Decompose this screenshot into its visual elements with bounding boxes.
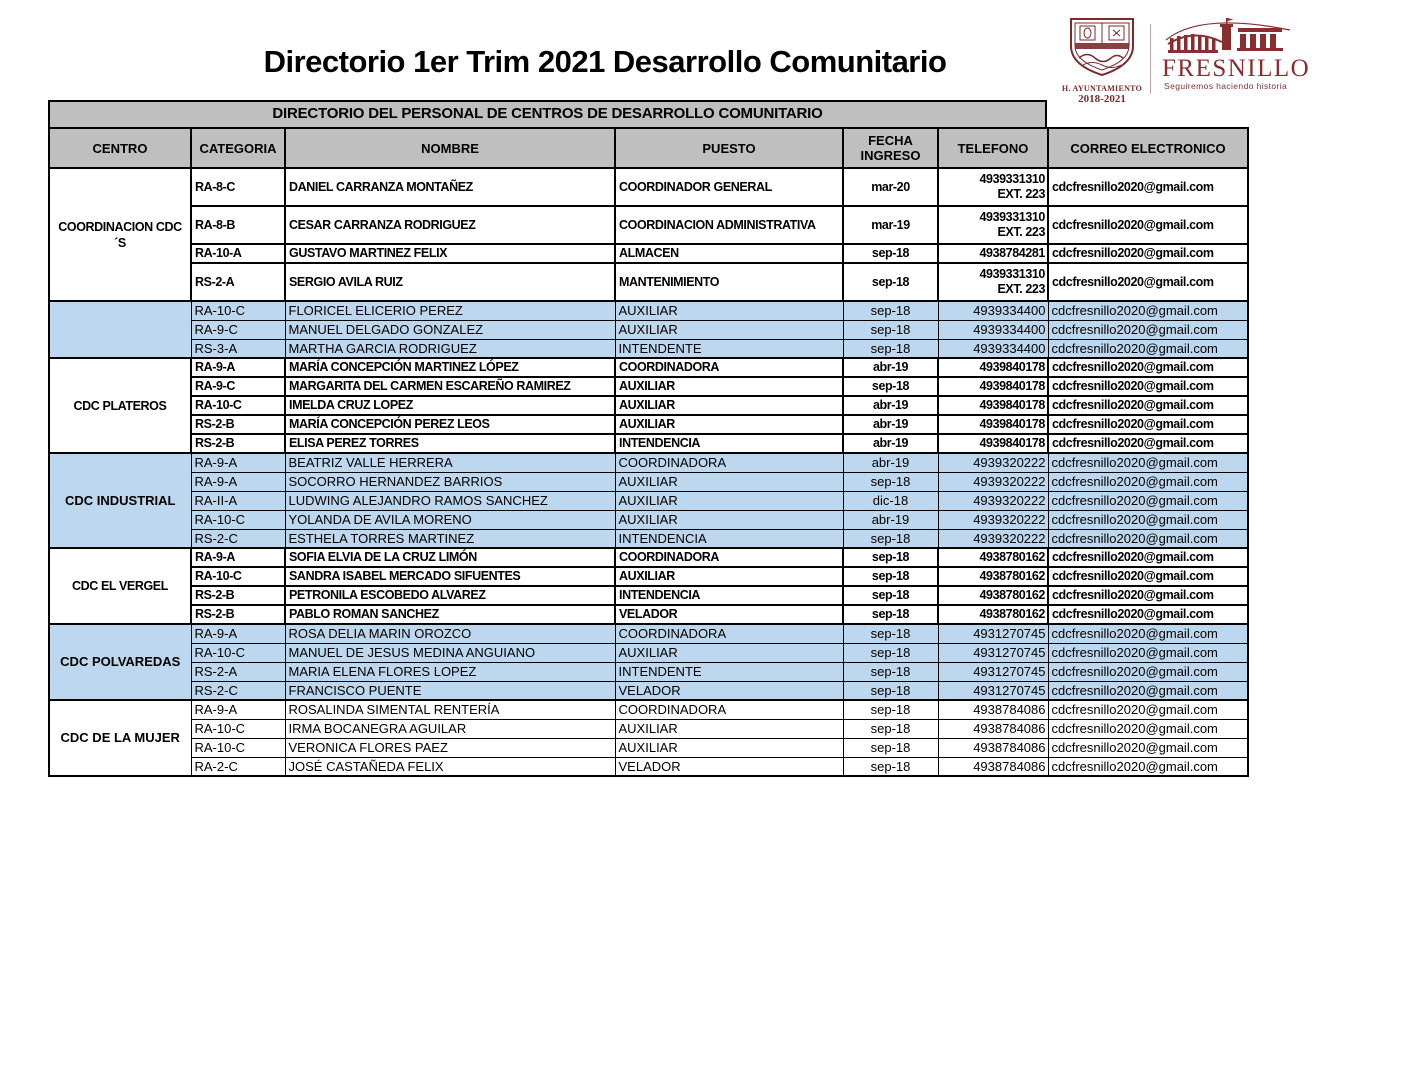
cell-telefono: 4939840178 — [938, 396, 1048, 415]
fresnillo-monument-icon — [1160, 18, 1320, 98]
cell-correo: cdcfresnillo2020@gmail.com — [1048, 206, 1248, 244]
cell-nombre: SERGIO AVILA RUIZ — [285, 263, 615, 301]
cell-telefono: 4939334400 — [938, 339, 1048, 358]
cell-categoria: RA-9-C — [191, 377, 285, 396]
cell-fecha: sep-18 — [843, 700, 938, 719]
cell-fecha: sep-18 — [843, 643, 938, 662]
table-row — [49, 263, 1248, 301]
cell-nombre: MANUEL DELGADO GONZALEZ — [285, 320, 615, 339]
cell-categoria: RA-10-C — [191, 738, 285, 757]
cell-correo: cdcfresnillo2020@gmail.com — [1048, 529, 1248, 548]
ayuntamiento-label: H. AYUNTAMIENTO — [1061, 84, 1143, 93]
table-row — [49, 244, 1248, 263]
cell-correo: cdcfresnillo2020@gmail.com — [1048, 396, 1248, 415]
cell-puesto: COORDINACION ADMINISTRATIVA — [615, 206, 843, 244]
cell-telefono: 4939840178 — [938, 377, 1048, 396]
cell-fecha: sep-18 — [843, 320, 938, 339]
cell-categoria: RS-3-A — [191, 339, 285, 358]
cell-nombre: SOCORRO HERNANDEZ BARRIOS — [285, 472, 615, 491]
cell-fecha: mar-20 — [843, 168, 938, 206]
cell-fecha: sep-18 — [843, 681, 938, 700]
fresnillo-logo — [1160, 18, 1320, 103]
cell-puesto: INTENDENTE — [615, 339, 843, 358]
cell-puesto: AUXILIAR — [615, 738, 843, 757]
cell-nombre: MARGARITA DEL CARMEN ESCAREÑO RAMIREZ — [285, 377, 615, 396]
cell-categoria: RA-9-A — [191, 358, 285, 377]
cell-telefono — [938, 168, 1048, 206]
centro-cell: COORDINACION CDC´S — [49, 168, 191, 301]
cell-telefono: 4939320222 — [938, 529, 1048, 548]
cell-correo: cdcfresnillo2020@gmail.com — [1048, 301, 1248, 320]
cell-telefono: 4938780162 — [938, 567, 1048, 586]
cell-puesto: AUXILIAR — [615, 377, 843, 396]
cell-correo: cdcfresnillo2020@gmail.com — [1048, 548, 1248, 567]
cell-telefono: 4938784086 — [938, 738, 1048, 757]
cell-correo: cdcfresnillo2020@gmail.com — [1048, 377, 1248, 396]
table-row — [49, 168, 1248, 206]
cell-telefono: 4939840178 — [938, 415, 1048, 434]
centro-cell: CDC INDUSTRIAL — [49, 453, 191, 548]
cell-nombre: MARTHA GARCIA RODRIGUEZ — [285, 339, 615, 358]
cell-categoria: RS-2-A — [191, 263, 285, 301]
table-row — [49, 415, 1248, 434]
table-row — [49, 339, 1248, 358]
ayuntamiento-years: 2018-2021 — [1078, 93, 1126, 105]
cell-categoria: RA-8-C — [191, 168, 285, 206]
cell-categoria: RA-2-C — [191, 757, 285, 776]
cell-puesto: INTENDENTE — [615, 662, 843, 681]
cell-nombre: MARÍA CONCEPCIÓN PEREZ LEOS — [285, 415, 615, 434]
column-header-nombre: NOMBRE — [285, 128, 615, 168]
cell-puesto: VELADOR — [615, 757, 843, 776]
cell-correo: cdcfresnillo2020@gmail.com — [1048, 358, 1248, 377]
cell-categoria: RS-2-A — [191, 662, 285, 681]
ayuntamiento-crest-icon — [1065, 16, 1139, 78]
cell-fecha: sep-18 — [843, 738, 938, 757]
cell-categoria: RA-8-B — [191, 206, 285, 244]
cell-categoria: RS-2-B — [191, 605, 285, 624]
cell-puesto: AUXILIAR — [615, 472, 843, 491]
cell-nombre: MANUEL DE JESUS MEDINA ANGUIANO — [285, 643, 615, 662]
cell-nombre: DANIEL CARRANZA MONTAÑEZ — [285, 168, 615, 206]
cell-puesto: MANTENIMIENTO — [615, 263, 843, 301]
cell-categoria: RA-9-C — [191, 320, 285, 339]
cell-telefono — [938, 263, 1048, 301]
cell-correo: cdcfresnillo2020@gmail.com — [1048, 700, 1248, 719]
cell-nombre: LUDWING ALEJANDRO RAMOS SANCHEZ — [285, 491, 615, 510]
cell-telefono — [938, 206, 1048, 244]
cell-telefono: 4931270745 — [938, 643, 1048, 662]
cell-puesto: INTENDENCIA — [615, 586, 843, 605]
cell-nombre: VERONICA FLORES PAEZ — [285, 738, 615, 757]
table-row — [49, 396, 1248, 415]
column-header-centro: CENTRO — [49, 128, 191, 168]
cell-telefono: 4939320222 — [938, 491, 1048, 510]
cell-fecha: dic-18 — [843, 491, 938, 510]
table-row — [49, 453, 1248, 472]
cell-fecha: sep-18 — [843, 586, 938, 605]
cell-nombre: ROSA DELIA MARIN OROZCO — [285, 624, 615, 643]
cell-puesto: COORDINADORA — [615, 700, 843, 719]
cell-puesto: ALMACEN — [615, 244, 843, 263]
cell-correo: cdcfresnillo2020@gmail.com — [1048, 738, 1248, 757]
cell-correo: cdcfresnillo2020@gmail.com — [1048, 586, 1248, 605]
table-row — [49, 738, 1248, 757]
table-row — [49, 586, 1248, 605]
cell-puesto: AUXILIAR — [615, 415, 843, 434]
cell-nombre: BEATRIZ VALLE HERRERA — [285, 453, 615, 472]
cell-nombre: MARÍA CONCEPCIÓN MARTINEZ LÓPEZ — [285, 358, 615, 377]
cell-puesto: COORDINADOR GENERAL — [615, 168, 843, 206]
table-row — [49, 567, 1248, 586]
table-row — [49, 605, 1248, 624]
cell-fecha: mar-19 — [843, 206, 938, 244]
cell-puesto: INTENDENCIA — [615, 434, 843, 453]
cell-correo: cdcfresnillo2020@gmail.com — [1048, 757, 1248, 776]
table-row — [49, 548, 1248, 567]
cell-telefono: 4939320222 — [938, 510, 1048, 529]
cell-puesto: VELADOR — [615, 681, 843, 700]
centro-cell: CDC EL VERGEL — [49, 548, 191, 624]
table-banner: DIRECTORIO DEL PERSONAL DE CENTROS DE DESARROLLO COMUNITARIO — [48, 100, 1047, 127]
cell-correo: cdcfresnillo2020@gmail.com — [1048, 624, 1248, 643]
table-row — [49, 434, 1248, 453]
cell-nombre: YOLANDA DE AVILA MORENO — [285, 510, 615, 529]
cell-telefono: 4931270745 — [938, 681, 1048, 700]
cell-categoria: RA-10-C — [191, 567, 285, 586]
cell-puesto: AUXILIAR — [615, 643, 843, 662]
cell-categoria: RA-9-A — [191, 453, 285, 472]
cell-correo: cdcfresnillo2020@gmail.com — [1048, 434, 1248, 453]
cell-categoria: RA-9-A — [191, 624, 285, 643]
cell-telefono: 4939320222 — [938, 472, 1048, 491]
cell-telefono: 4939840178 — [938, 358, 1048, 377]
cell-fecha: abr-19 — [843, 415, 938, 434]
centro-cell: CDC POLVAREDAS — [49, 624, 191, 700]
cell-puesto: COORDINADORA — [615, 358, 843, 377]
cell-puesto: COORDINADORA — [615, 453, 843, 472]
cell-categoria: RS-2-B — [191, 415, 285, 434]
cell-categoria: RA-10-A — [191, 244, 285, 263]
column-header-fecha-ingreso: FECHA INGRESO — [843, 128, 938, 168]
cell-nombre: PETRONILA ESCOBEDO ALVAREZ — [285, 586, 615, 605]
cell-correo: cdcfresnillo2020@gmail.com — [1048, 719, 1248, 738]
cell-telefono: 4938780162 — [938, 548, 1048, 567]
cell-fecha: sep-18 — [843, 624, 938, 643]
cell-nombre: ESTHELA TORRES MARTINEZ — [285, 529, 615, 548]
centro-cell — [49, 301, 191, 358]
fresnillo-wordmark: FRESNILLO — [1162, 55, 1311, 82]
table-row — [49, 700, 1248, 719]
cell-correo: cdcfresnillo2020@gmail.com — [1048, 472, 1248, 491]
cell-puesto: AUXILIAR — [615, 396, 843, 415]
cell-nombre: CESAR CARRANZA RODRIGUEZ — [285, 206, 615, 244]
cell-nombre: SANDRA ISABEL MERCADO SIFUENTES — [285, 567, 615, 586]
cell-telefono: 4938780162 — [938, 605, 1048, 624]
phone-extension: EXT. 223 — [997, 187, 1045, 201]
cell-telefono: 4931270745 — [938, 662, 1048, 681]
cell-nombre: IMELDA CRUZ LOPEZ — [285, 396, 615, 415]
cell-telefono: 4938784086 — [938, 757, 1048, 776]
table-row — [49, 472, 1248, 491]
centro-cell: CDC DE LA MUJER — [49, 700, 191, 776]
cell-telefono: 4939334400 — [938, 301, 1048, 320]
logo-divider — [1150, 24, 1151, 94]
cell-puesto: AUXILIAR — [615, 320, 843, 339]
table-row — [49, 757, 1248, 776]
phone-extension: EXT. 223 — [997, 282, 1045, 296]
table-row — [49, 529, 1248, 548]
cell-nombre: MARIA ELENA FLORES LOPEZ — [285, 662, 615, 681]
cell-puesto: COORDINADORA — [615, 548, 843, 567]
cell-nombre: SOFIA ELVIA DE LA CRUZ LIMÓN — [285, 548, 615, 567]
cell-correo: cdcfresnillo2020@gmail.com — [1048, 605, 1248, 624]
cell-categoria: RA-9-A — [191, 548, 285, 567]
cell-nombre: ROSALINDA SIMENTAL RENTERÍA — [285, 700, 615, 719]
cell-correo: cdcfresnillo2020@gmail.com — [1048, 510, 1248, 529]
cell-categoria: RS-2-C — [191, 529, 285, 548]
table-row — [49, 301, 1248, 320]
cell-telefono: 4939840178 — [938, 434, 1048, 453]
cell-nombre: ELISA PEREZ TORRES — [285, 434, 615, 453]
column-header-puesto: PUESTO — [615, 128, 843, 168]
cell-fecha: sep-18 — [843, 339, 938, 358]
table-row — [49, 320, 1248, 339]
page-title: Directorio 1er Trim 2021 Desarrollo Comunitario — [263, 44, 947, 79]
cell-fecha: sep-18 — [843, 605, 938, 624]
fresnillo-tagline: Seguiremos haciendo historia — [1164, 81, 1288, 91]
cell-fecha: sep-18 — [843, 548, 938, 567]
cell-telefono: 4938780162 — [938, 586, 1048, 605]
ayuntamiento-logo — [1060, 16, 1144, 105]
header-row — [49, 128, 1248, 168]
cell-fecha: sep-18 — [843, 567, 938, 586]
cell-fecha: sep-18 — [843, 757, 938, 776]
table-row — [49, 358, 1248, 377]
table-row — [49, 643, 1248, 662]
cell-fecha: sep-18 — [843, 301, 938, 320]
cell-categoria: RA-9-A — [191, 700, 285, 719]
cell-telefono: 4931270745 — [938, 624, 1048, 643]
column-header-categoria: CATEGORIA — [191, 128, 285, 168]
cell-fecha: sep-18 — [843, 529, 938, 548]
cell-nombre: PABLO ROMAN SANCHEZ — [285, 605, 615, 624]
table-row — [49, 662, 1248, 681]
cell-categoria: RA-10-C — [191, 301, 285, 320]
table-row — [49, 681, 1248, 700]
cell-correo: cdcfresnillo2020@gmail.com — [1048, 415, 1248, 434]
cell-fecha: abr-19 — [843, 510, 938, 529]
cell-nombre: GUSTAVO MARTINEZ FELIX — [285, 244, 615, 263]
cell-puesto: COORDINADORA — [615, 624, 843, 643]
cell-categoria: RA-II-A — [191, 491, 285, 510]
cell-fecha: sep-18 — [843, 244, 938, 263]
cell-telefono: 4938784086 — [938, 719, 1048, 738]
cell-correo: cdcfresnillo2020@gmail.com — [1048, 168, 1248, 206]
column-header-telefono: TELEFONO — [938, 128, 1048, 168]
phone-number: 4939331310 — [979, 267, 1045, 281]
cell-correo: cdcfresnillo2020@gmail.com — [1048, 320, 1248, 339]
cell-fecha: abr-19 — [843, 358, 938, 377]
cell-correo: cdcfresnillo2020@gmail.com — [1048, 491, 1248, 510]
table-row — [49, 206, 1248, 244]
cell-categoria: RA-10-C — [191, 396, 285, 415]
cell-categoria: RA-10-C — [191, 510, 285, 529]
cell-categoria: RA-9-A — [191, 472, 285, 491]
phone-number: 4939331310 — [979, 172, 1045, 186]
table-row — [49, 377, 1248, 396]
cell-puesto: VELADOR — [615, 605, 843, 624]
cell-correo: cdcfresnillo2020@gmail.com — [1048, 681, 1248, 700]
cell-fecha: sep-18 — [843, 662, 938, 681]
cell-categoria: RA-10-C — [191, 719, 285, 738]
cell-nombre: FRANCISCO PUENTE — [285, 681, 615, 700]
cell-categoria: RS-2-B — [191, 586, 285, 605]
cell-fecha: abr-19 — [843, 396, 938, 415]
cell-telefono: 4938784086 — [938, 700, 1048, 719]
cell-fecha: sep-18 — [843, 472, 938, 491]
cell-telefono: 4939320222 — [938, 453, 1048, 472]
cell-fecha: sep-18 — [843, 263, 938, 301]
cell-correo: cdcfresnillo2020@gmail.com — [1048, 244, 1248, 263]
cell-categoria: RS-2-C — [191, 681, 285, 700]
centro-cell: CDC PLATEROS — [49, 358, 191, 453]
table-row — [49, 624, 1248, 643]
cell-puesto: AUXILIAR — [615, 491, 843, 510]
cell-correo: cdcfresnillo2020@gmail.com — [1048, 263, 1248, 301]
cell-puesto: INTENDENCIA — [615, 529, 843, 548]
cell-telefono: 4938784281 — [938, 244, 1048, 263]
cell-telefono: 4939334400 — [938, 320, 1048, 339]
phone-extension: EXT. 223 — [997, 225, 1045, 239]
cell-categoria: RS-2-B — [191, 434, 285, 453]
table-row — [49, 491, 1248, 510]
table-row — [49, 510, 1248, 529]
cell-puesto: AUXILIAR — [615, 567, 843, 586]
cell-fecha: abr-19 — [843, 453, 938, 472]
cell-correo: cdcfresnillo2020@gmail.com — [1048, 662, 1248, 681]
cell-correo: cdcfresnillo2020@gmail.com — [1048, 453, 1248, 472]
phone-number: 4939331310 — [979, 210, 1045, 224]
cell-puesto: AUXILIAR — [615, 510, 843, 529]
table-row — [49, 719, 1248, 738]
cell-correo: cdcfresnillo2020@gmail.com — [1048, 339, 1248, 358]
cell-nombre: FLORICEL ELICERIO PEREZ — [285, 301, 615, 320]
cell-correo: cdcfresnillo2020@gmail.com — [1048, 643, 1248, 662]
cell-fecha: sep-18 — [843, 377, 938, 396]
cell-nombre: IRMA BOCANEGRA AGUILAR — [285, 719, 615, 738]
cell-nombre: JOSÉ CASTAÑEDA FELIX — [285, 757, 615, 776]
cell-puesto: AUXILIAR — [615, 719, 843, 738]
cell-puesto: AUXILIAR — [615, 301, 843, 320]
cell-fecha: abr-19 — [843, 434, 938, 453]
cell-correo: cdcfresnillo2020@gmail.com — [1048, 567, 1248, 586]
column-header-correo-electronico: CORREO ELECTRONICO — [1048, 128, 1248, 168]
cell-categoria: RA-10-C — [191, 643, 285, 662]
directory-table — [48, 127, 1249, 777]
cell-fecha: sep-18 — [843, 719, 938, 738]
